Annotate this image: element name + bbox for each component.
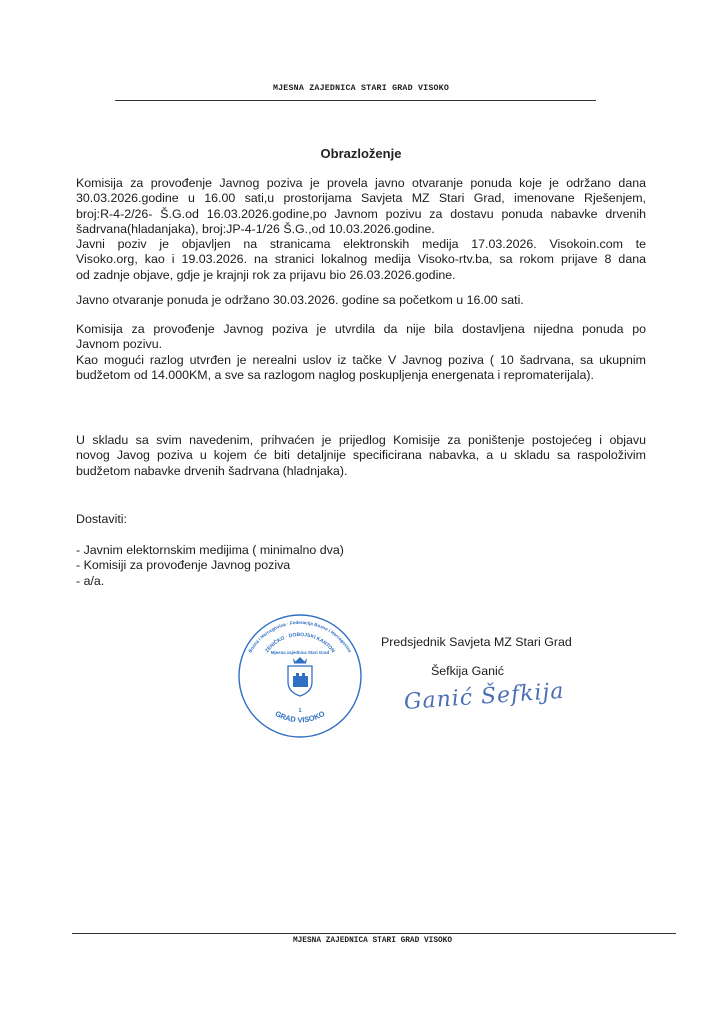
text-line: od zadnje objave, gdje je krajnji rok za prijavu bio 26.03.2026.godine.: [76, 267, 456, 282]
text-line: U skladu sa svim navedenim, prihvaćen je prijedlog Komisije za poništenje postojećeg i objavu: [76, 433, 646, 447]
stamp-bottom-text: GRAD VISOKO: [273, 708, 327, 725]
paragraph-findings: [76, 322, 646, 383]
text-line: Komisija za provođenje Javnog poziva je utvrdila da nije bila dostavljena nijedna ponuda po: [76, 322, 646, 336]
header-rule: [115, 100, 596, 101]
stamp-inner-text: ZENIČKO · DOBOJSKI KANTON: [264, 631, 336, 654]
official-stamp: [238, 614, 362, 738]
signatory-title: Predsjednik Savjeta MZ Stari Grad: [381, 635, 572, 649]
paragraph-opening: [76, 176, 646, 283]
text-line: 30.03.2026.godine u 16.00 sati,u prostorijama Savjeta MZ Stari Grad, imenovane Rješenjem,: [76, 191, 646, 206]
footer-rule: [72, 933, 676, 934]
text-line: Komisija za provođenje Javnog poziva je provela javno otvaranje ponuda koje je održano dana: [76, 176, 646, 190]
coat-of-arms-icon: [288, 657, 312, 696]
text-line: Javno otvaranje ponuda je održano 30.03.2026. godine sa početkom u 16.00 sati.: [76, 293, 524, 307]
stamp-center-text: Mjesna zajednica Stari Grad: [270, 650, 330, 655]
handwritten-signature: Ganić Šefkija: [403, 678, 566, 715]
header-text: MJESNA ZAJEDNICA STARI GRAD VISOKO: [272, 84, 450, 93]
text-line: broj:R-4-2/26- Š.G.od 16.03.2026.godine,po Javnom pozivu za dostavu ponuda nabavke drvenih: [76, 206, 646, 221]
text-line: budžetom nabavke drvenih šadrvana (hladnjaka).: [76, 463, 348, 478]
signatory-name: Šefkija Ganić: [431, 664, 505, 678]
footer-text: MJESNA ZAJEDNICA STARI GRAD VISOKO: [292, 937, 453, 945]
text-line: Dostaviti:: [76, 512, 127, 526]
deliver-label: [76, 512, 646, 527]
text-line: Visoko.org, kao i 19.03.2026. na stranici lokalnog medija Visoko-rtv.ba, sa rokom prijave 8 dana: [76, 252, 646, 267]
list-item: - a/a.: [76, 573, 105, 588]
paragraph-decision: [76, 433, 646, 479]
stamp-number: 1: [298, 708, 302, 714]
text-line: budžetom od 14.000KM, a sve sa razlogom naglog poskupljenja energenata i repromaterijala).: [76, 367, 594, 382]
paragraph-opening-date: [76, 293, 646, 308]
text-line: novog Javog poziva u kojem će biti detaljnije specificirana nabavka, a u skladu sa raspoloživim: [76, 448, 646, 463]
text-line: Javnom pozivu.: [76, 337, 163, 352]
text-line: šadrvana(hladanjaka), broj:JP-4-1/26 Š.G.,od 10.03.2026.godine.: [76, 221, 435, 236]
list-item: - Komisiji za provođenje Javnog poziva: [76, 558, 291, 573]
deliver-list: [76, 543, 646, 589]
text-line: Javni poziv je objavljen na stranicama elektronskih medija 17.03.2026. Visokoin.com te: [76, 237, 646, 252]
text-line: Kao mogući razlog utvrđen je nerealni uslov iz tačke V Javnog poziva ( 10 šadrvana, sa ukupnim: [76, 352, 646, 367]
stamp-outer-text: Bosna i Hercegovina · Federacija Bosne i Hercegovine: [247, 619, 353, 654]
document-title: Obrazloženje: [320, 146, 402, 161]
list-item: - Javnim elektornskim medijima ( minimalno dva): [76, 543, 344, 557]
